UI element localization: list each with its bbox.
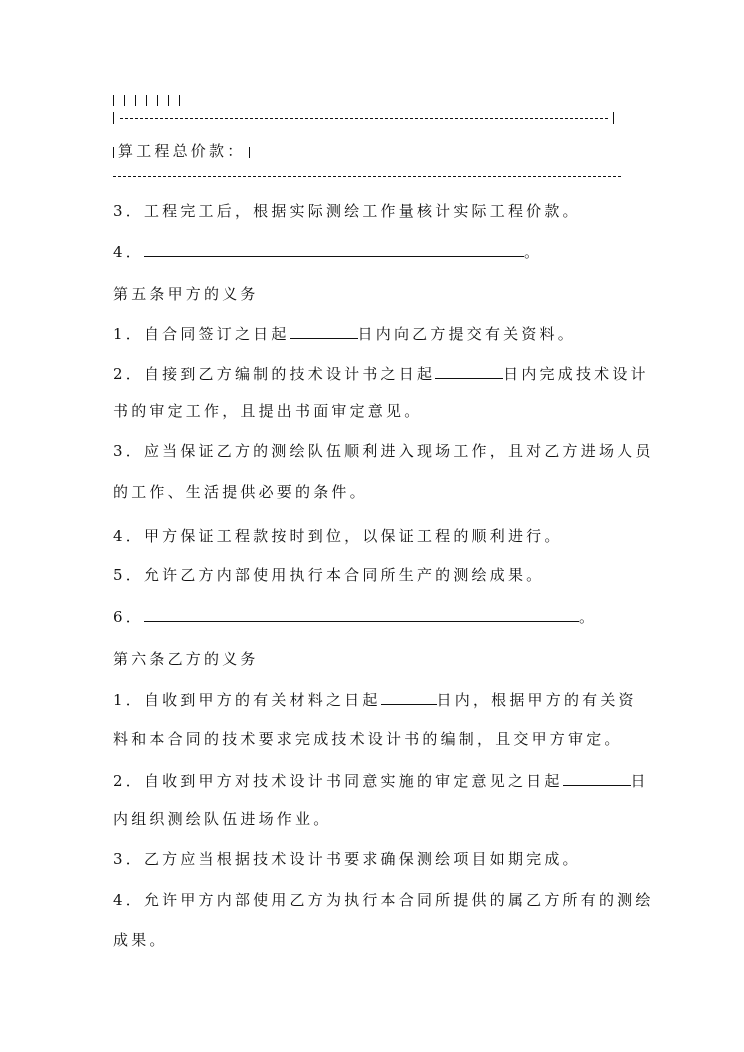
clause6-item1-text-b: 日内，根据甲方的有关资 <box>436 691 637 709</box>
clause6-item1-cont: 料和本合同的技术要求完成技术设计书的编制，且交甲方审定。 <box>113 730 623 748</box>
clause5-item2-text-b: 日内完成技术设计 <box>503 365 649 383</box>
clause4-item4-suffix: 。 <box>523 243 543 261</box>
table-border <box>146 95 147 106</box>
clause4-item4-prefix: 4． <box>113 243 144 261</box>
clause5-item2-cont: 书的审定工作，且提出书面审定意见。 <box>113 402 423 420</box>
table-border <box>168 95 169 106</box>
clause5-item2-text-a: 2．自接到乙方编制的技术设计书之日起 <box>113 365 436 383</box>
table-border <box>179 95 180 106</box>
table-border <box>135 95 136 106</box>
blank-line <box>381 688 437 705</box>
clause5-item6-prefix: 6． <box>113 608 144 626</box>
table-border <box>157 95 158 106</box>
clause4-item3: 3．工程完工后，根据实际测绘工作量核计实际工程价款。 <box>113 202 581 220</box>
clause6-item4-cont: 成果。 <box>113 931 168 949</box>
clause5-item6-suffix: 。 <box>578 608 598 626</box>
clause5-item1-text-b: 日内向乙方提交有关资料。 <box>357 325 576 343</box>
clause6-item1 <box>113 688 637 710</box>
clause6-item4: 4．允许甲方内部使用乙方为执行本合同所提供的属乙方所有的测绘 <box>113 891 654 909</box>
table-dashed-rule <box>120 118 608 119</box>
clause5-item2 <box>113 362 649 384</box>
table-bottom-dashed-rule <box>113 176 621 177</box>
table-bars-row <box>113 89 190 109</box>
clause5-item6 <box>113 605 597 627</box>
clause5-item1 <box>113 322 576 344</box>
blank-line <box>290 322 358 339</box>
blank-line <box>144 240 524 257</box>
clause4-item4 <box>113 240 542 262</box>
blank-line <box>144 605 579 622</box>
clause5-item5: 5．允许乙方内部使用执行本合同所生产的测绘成果。 <box>113 566 545 584</box>
clause6-item1-text-a: 1．自收到甲方的有关材料之日起 <box>113 691 381 709</box>
clause6-heading: 第六条乙方的义务 <box>113 650 259 668</box>
clause6-item2-text-a: 2．自收到甲方对技术设计书同意实施的审定意见之日起 <box>113 772 563 790</box>
table-border <box>124 95 125 106</box>
clause5-item3-cont: 的工作、生活提供必要的条件。 <box>113 483 368 501</box>
clause6-item2-cont: 内组织测绘队伍进场作业。 <box>113 810 332 828</box>
table-border <box>113 95 114 106</box>
blank-line <box>435 362 503 379</box>
clause6-item2-text-b: 日 <box>630 772 649 790</box>
clause5-item1-text-a: 1．自合同签订之日起 <box>113 325 290 343</box>
clause5-heading: 第五条甲方的义务 <box>113 285 259 303</box>
table-border-left <box>113 112 114 124</box>
table-border-right <box>613 112 614 124</box>
blank-line <box>563 769 631 786</box>
clause5-item3: 3．应当保证乙方的测绘队伍顺利进入现场工作，且对乙方进场人员 <box>113 442 654 460</box>
table-border <box>249 147 250 158</box>
clause6-item3: 3．乙方应当根据技术设计书要求确保测绘项目如期完成。 <box>113 850 581 868</box>
total-price-label: 算工程总价款： <box>118 142 246 160</box>
table-border <box>113 147 114 158</box>
clause5-item4: 4．甲方保证工程款按时到位，以保证工程的顺利进行。 <box>113 527 563 545</box>
total-price-row <box>113 141 260 161</box>
clause6-item2 <box>113 769 649 791</box>
